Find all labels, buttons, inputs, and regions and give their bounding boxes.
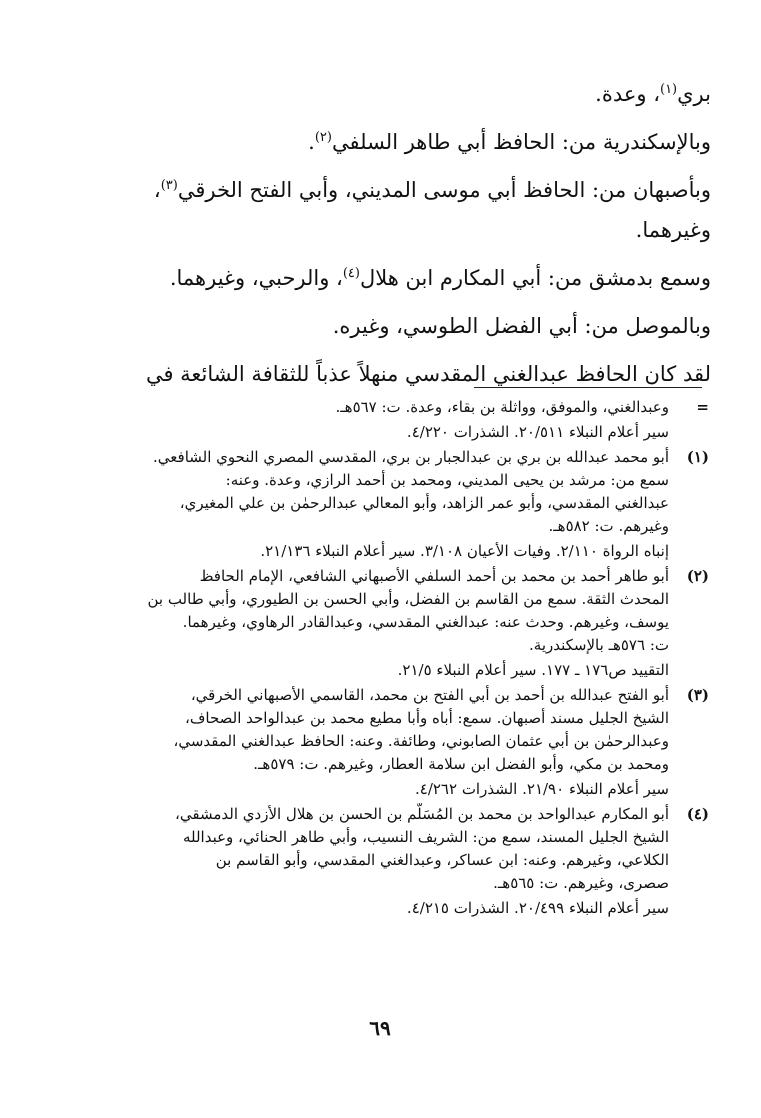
footnote-1 (37, 446, 709, 563)
footnote-ref[interactable]: (١) (659, 82, 678, 97)
footnote-line: يوسف، وغيرهم. وحدث عنه: عبدالغني المقدسي، وعبدالقادر الرهاوي، وغيرهما. (182, 613, 669, 631)
footnote-line: ت: ٥٧٦هـ بالإسكندرية. (529, 636, 669, 654)
body-line: وسمع بدمشق من: أبي المكارم ابن هلال$^{(٤)}$، والرحبي، وغيرهما. (169, 266, 711, 290)
body-line: وبأصبهان من: الحافظ أبي موسى المديني، وأبي الفتح الخرقي$^{(٣)}$، (153, 178, 711, 202)
footnote-line: الكلاعي، وغيرهم. وعنه: ابن عساكر، وعبدالغني المقدسي، وأبو القاسم بن (215, 851, 669, 869)
footnotes (37, 396, 709, 922)
page-number: ٦٩ (369, 1016, 391, 1040)
footnote-line: أبو المكارم عبدالواحد بن محمد بن المُسَلَّم بن الحسن بن هلال الأزدي الدمشقي، (175, 805, 669, 823)
body-line: وغيرهما. (635, 218, 711, 242)
main-text (49, 74, 711, 402)
footnote-mark: (١) (686, 448, 709, 466)
footnote-line: سمع من: مرشد بن يحيى المديني، ومحمد بن أحمد الرازي، وعدة. وعنه: (225, 471, 669, 489)
footnote-source: إنباه الرواة ٢/١١٠. وفيات الأعيان ٣/١٠٨. سير أعلام النبلاء ٢١/١٣٦. (260, 542, 669, 560)
footnote-ref[interactable]: (٣) (160, 178, 178, 193)
footnote-separator (474, 387, 702, 388)
footnote-source: سير أعلام النبلاء ٢١/٩٠. الشذرات ٤/٢٦٢. (414, 780, 669, 798)
footnote-4 (37, 803, 709, 920)
footnote-line: أبو طاهر أحمد بن محمد بن أحمد السلفي الأصبهاني الشافعي، الإمام الحافظ (199, 567, 669, 585)
footnote-2 (37, 565, 709, 682)
footnote-line: الشيخ الجليل المسند، سمع من: الشريف النسيب، وأبي طاهر الحنائي، وعبدالله (182, 828, 669, 846)
footnote-line: أبو محمد عبدالله بن بري بن عبدالجبار بن بري، المقدسي المصري النحوي الشافعي. (153, 448, 669, 466)
footnote-3 (37, 684, 709, 801)
footnote-ref[interactable]: (٢) (314, 130, 332, 145)
footnote-ref[interactable]: (٤) (342, 266, 360, 281)
body-line: وبالموصل من: أبي الفضل الطوسي، وغيره. (332, 314, 711, 338)
footnote-source: التقييد ص١٧٦ ـ ١٧٧. سير أعلام النبلاء ٢١/٥. (397, 661, 669, 679)
footnote-continued (37, 396, 709, 444)
body-line: وبالإسكندرية من: الحافظ أبي طاهر السلفي$^{(٢)}$. (308, 130, 711, 154)
body-line: بري$^{(١)}$، وعدة. (595, 82, 711, 106)
footnote-mark: (٤) (686, 805, 709, 823)
footnote-line: وعبدالغني، والموفق، وواثلة بن بقاء، وعدة. ت: ٥٦٧هـ. (335, 398, 669, 416)
footnote-line: وعبدالرحمٰن بن أبي عثمان الصابوني، وطائفة. وعنه: الحافظ عبدالغني المقدسي، (173, 732, 669, 750)
footnote-mark: (٢) (686, 567, 709, 585)
footnote-line: وغيرهم. ت: ٥٨٢هـ. (548, 517, 669, 535)
footnote-line: المحدث الثقة. سمع من القاسم بن الفضل، وأبي الحسن بن الطيوري، وأبي طالب بن (147, 590, 669, 608)
footnote-line: صصرى، وغيرهم. ت: ٥٦٥هـ. (493, 874, 669, 892)
footnote-source: سير أعلام النبلاء ٢٠/٥١١. الشذرات ٤/٢٢٠. (406, 423, 669, 441)
footnote-line: الشيخ الجليل مسند أصبهان. سمع: أباه وأبا مطيع محمد بن عبدالواحد الصحاف، (184, 709, 669, 727)
body-line: لقد كان الحافظ عبدالغني المقدسي منهلاً عذباً للثقافة الشائعة في (145, 362, 711, 386)
footnote-mark: (٣) (686, 686, 709, 704)
footnote-line: عبدالغني المقدسي، وأبو عمر الزاهد، وأبو المعالي عبدالرحمٰن بن علي المغيري، (179, 494, 669, 512)
footnote-source: سير أعلام النبلاء ٢٠/٤٩٩. الشذرات ٤/٢١٥. (406, 899, 669, 917)
footnote-mark: = (696, 398, 709, 416)
footnote-line: ومحمد بن مكي، وأبو الفضل ابن سلامة العطار، وغيرهم. ت: ٥٧٩هـ. (253, 755, 669, 773)
footnote-line: أبو الفتح عبدالله بن أحمد بن أبي الفتح بن محمد، القاسمي الأصبهاني الخرقي، (190, 686, 669, 704)
